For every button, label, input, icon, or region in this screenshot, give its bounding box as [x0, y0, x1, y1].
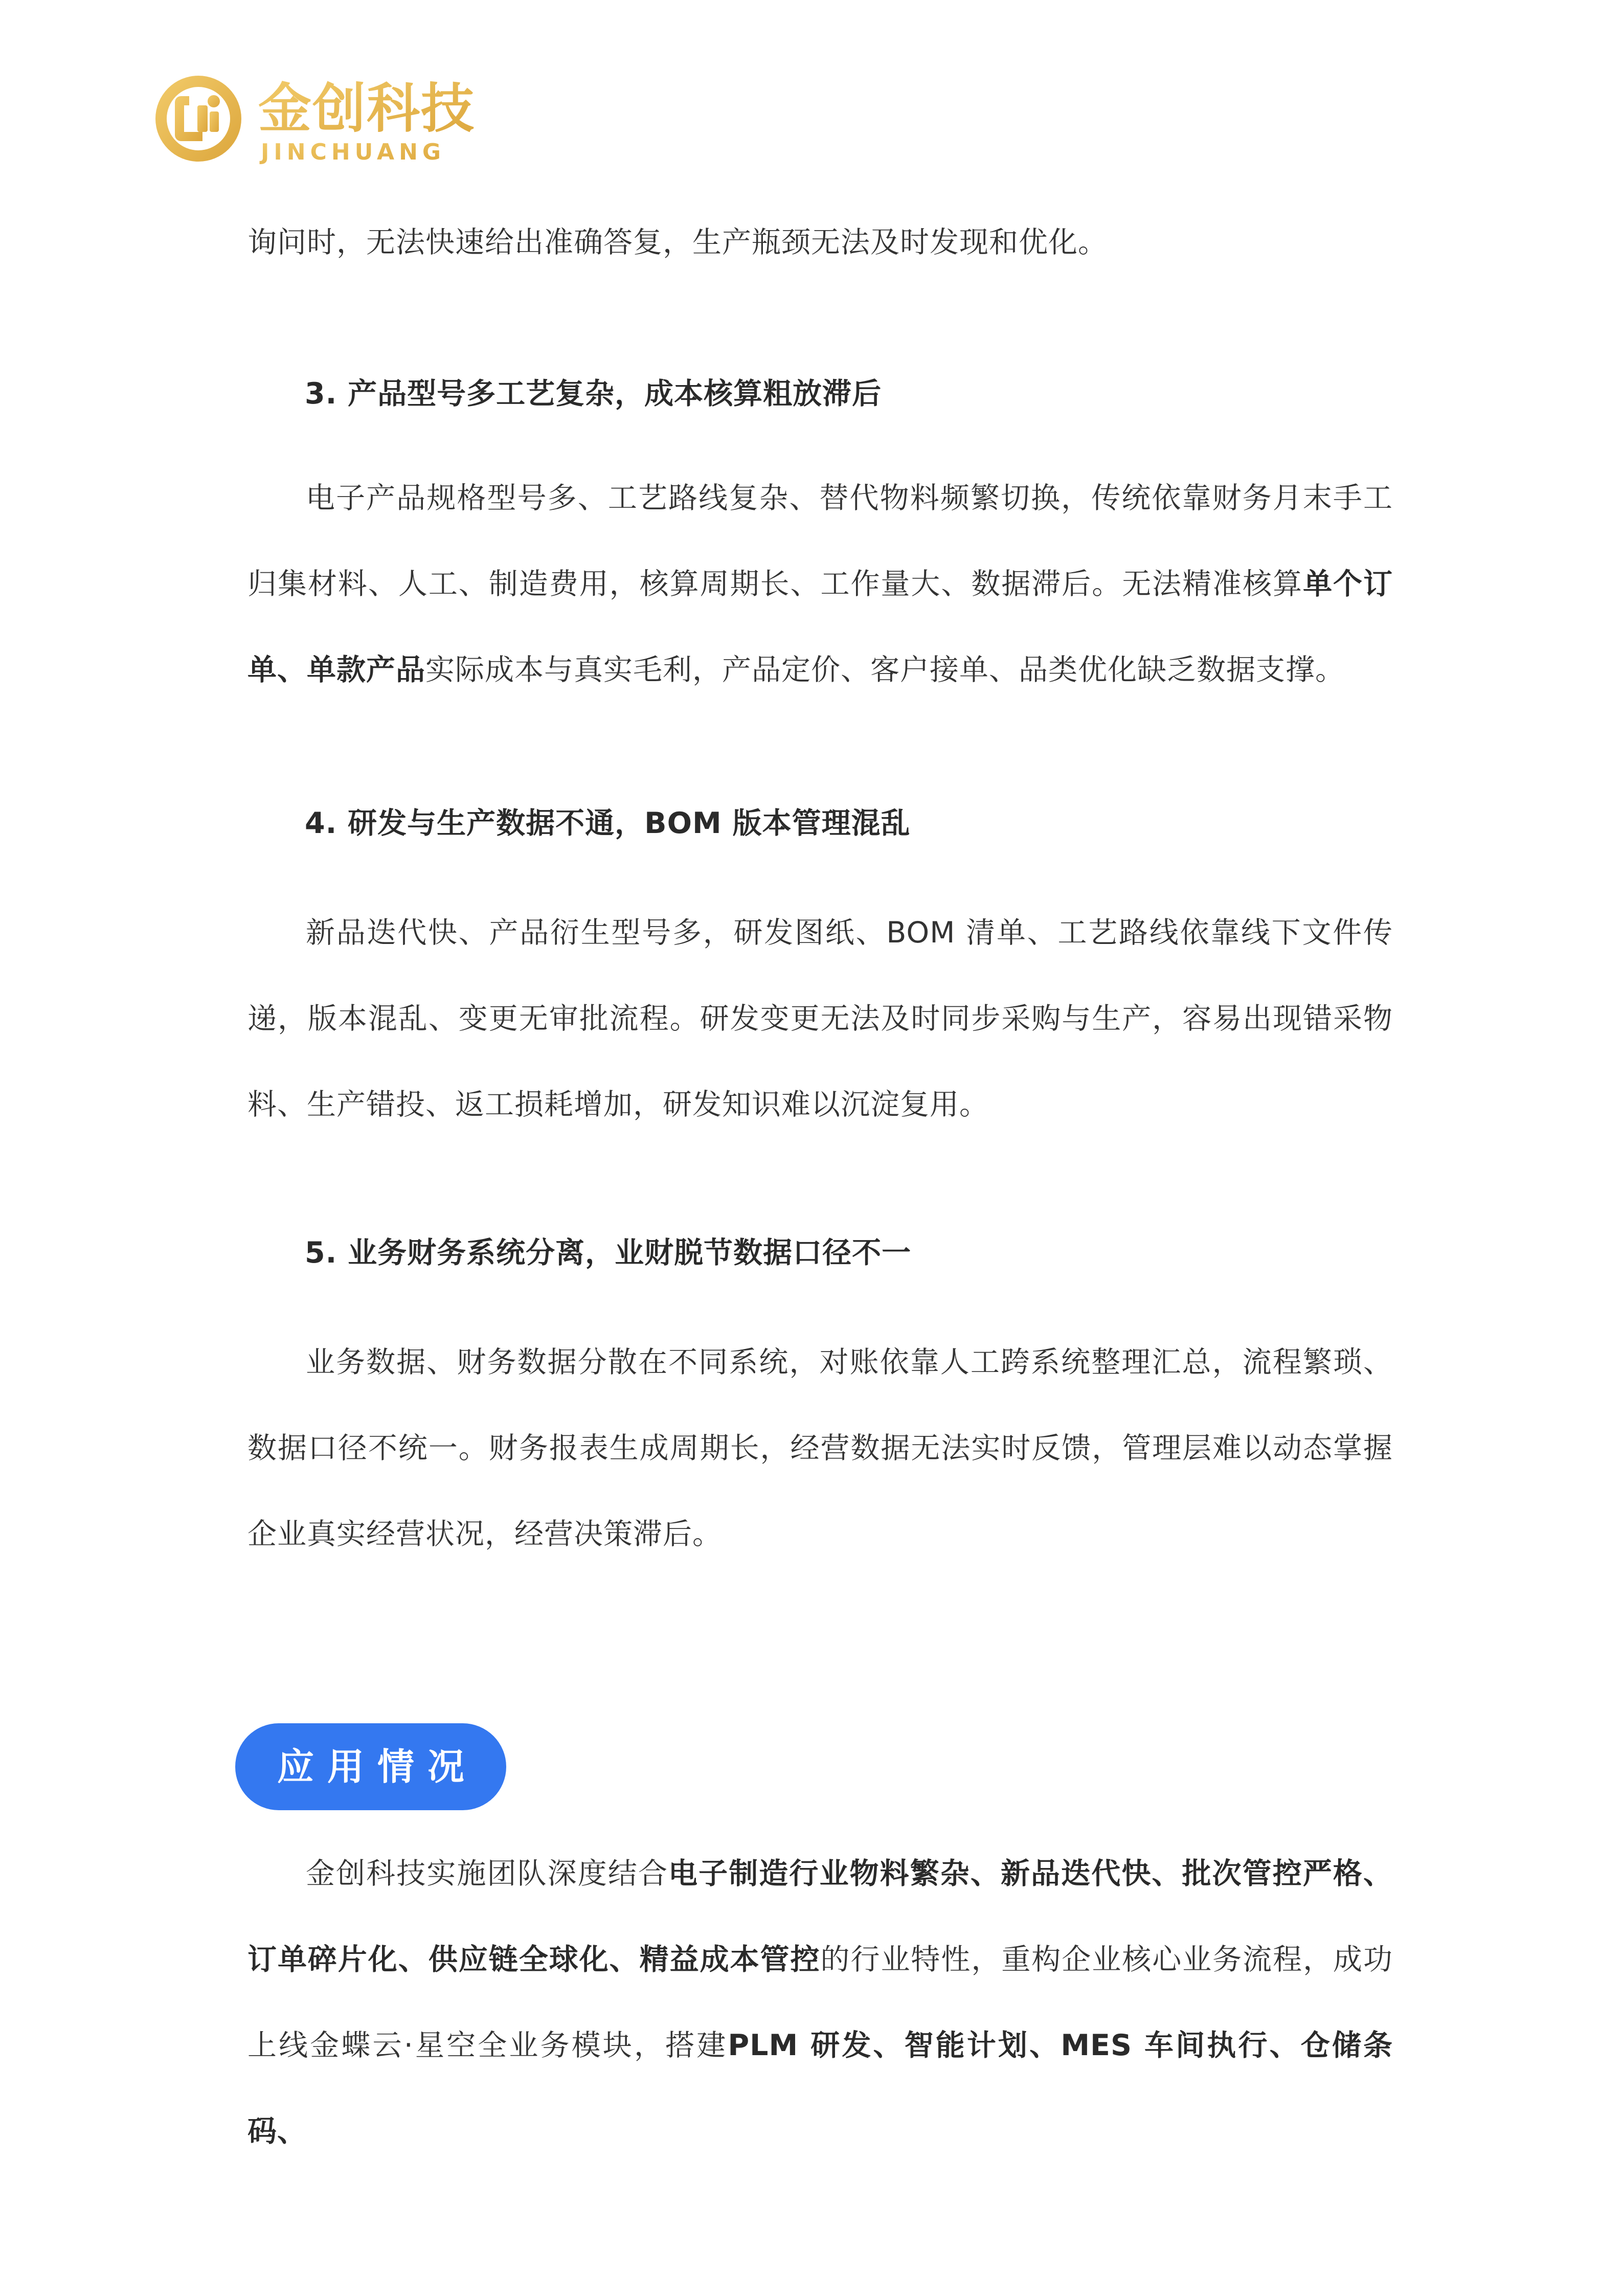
paragraph-continued: 询问时，无法快速给出准确答复，生产瓶颈无法及时发现和优化。 [247, 226, 1108, 259]
paragraph-application [247, 1831, 1393, 2174]
svg-text:JINCHUANG: JINCHUANG [261, 139, 446, 165]
paragraph-bom-management: 新品迭代快、产品衍生型号多，研发图纸、BOM 清单、工艺路线依靠线下文件传递，版本混乱、变更无审批流程。研发变更无法及时同步采购与生产，容易出现错采物料、生产错投、返工损耗增加，研发知识难以沉淀复用。 [247, 916, 1393, 1121]
bold-run: 单个订单、单款产品 [247, 567, 1393, 687]
bold-run: 电子制造行业物料繁杂、新品迭代快、批次管控严格、订单碎片化、供应链全球化、精益成本管控 [247, 1857, 1393, 1976]
svg-text:金创科技: 金创科技 [258, 77, 476, 140]
section-title-badge: 应用情况 [235, 1723, 506, 1810]
text-run: 的行业特性，重构企业核心业务流程，成功上线金蝶云·星空全业务模块，搭建 [247, 1943, 1393, 2062]
text-run: 电子产品规格型号多、工艺路线复杂、替代物料频繁切换，传统依靠财务月末手工归集材料、人工、制造费用，核算周期长、工作量大、数据滞后。无法精准核算 [247, 481, 1393, 601]
paragraph-business-finance: 业务数据、财务数据分散在不同系统，对账依靠人工跨系统整理汇总，流程繁琐、数据口径不统一。财务报表生成周期长，经营数据无法实时反馈，管理层难以动态掌握企业真实经营状况，经营决策滞后。 [247, 1345, 1393, 1551]
heading-3-cost-accounting: 3. 产品型号多工艺复杂，成本核算粗放滞后 [305, 377, 882, 411]
heading-5-business-finance: 5. 业务财务系统分离，业财脱节数据口径不一 [305, 1236, 912, 1270]
text-run: 金创科技实施团队深度结合 [306, 1857, 669, 1890]
company-logo [153, 72, 501, 169]
text-run: 实际成本与真实毛利，产品定价、客户接单、品类优化缺乏数据支撑。 [425, 653, 1345, 687]
heading-4-bom-management: 4. 研发与生产数据不通，BOM 版本管理混乱 [305, 806, 911, 840]
bold-run: PLM 研发、智能计划、MES 车间执行、仓储条码、 [247, 2029, 1393, 2148]
paragraph-cost-accounting [247, 455, 1393, 713]
jinchuang-logo-icon [153, 72, 501, 169]
